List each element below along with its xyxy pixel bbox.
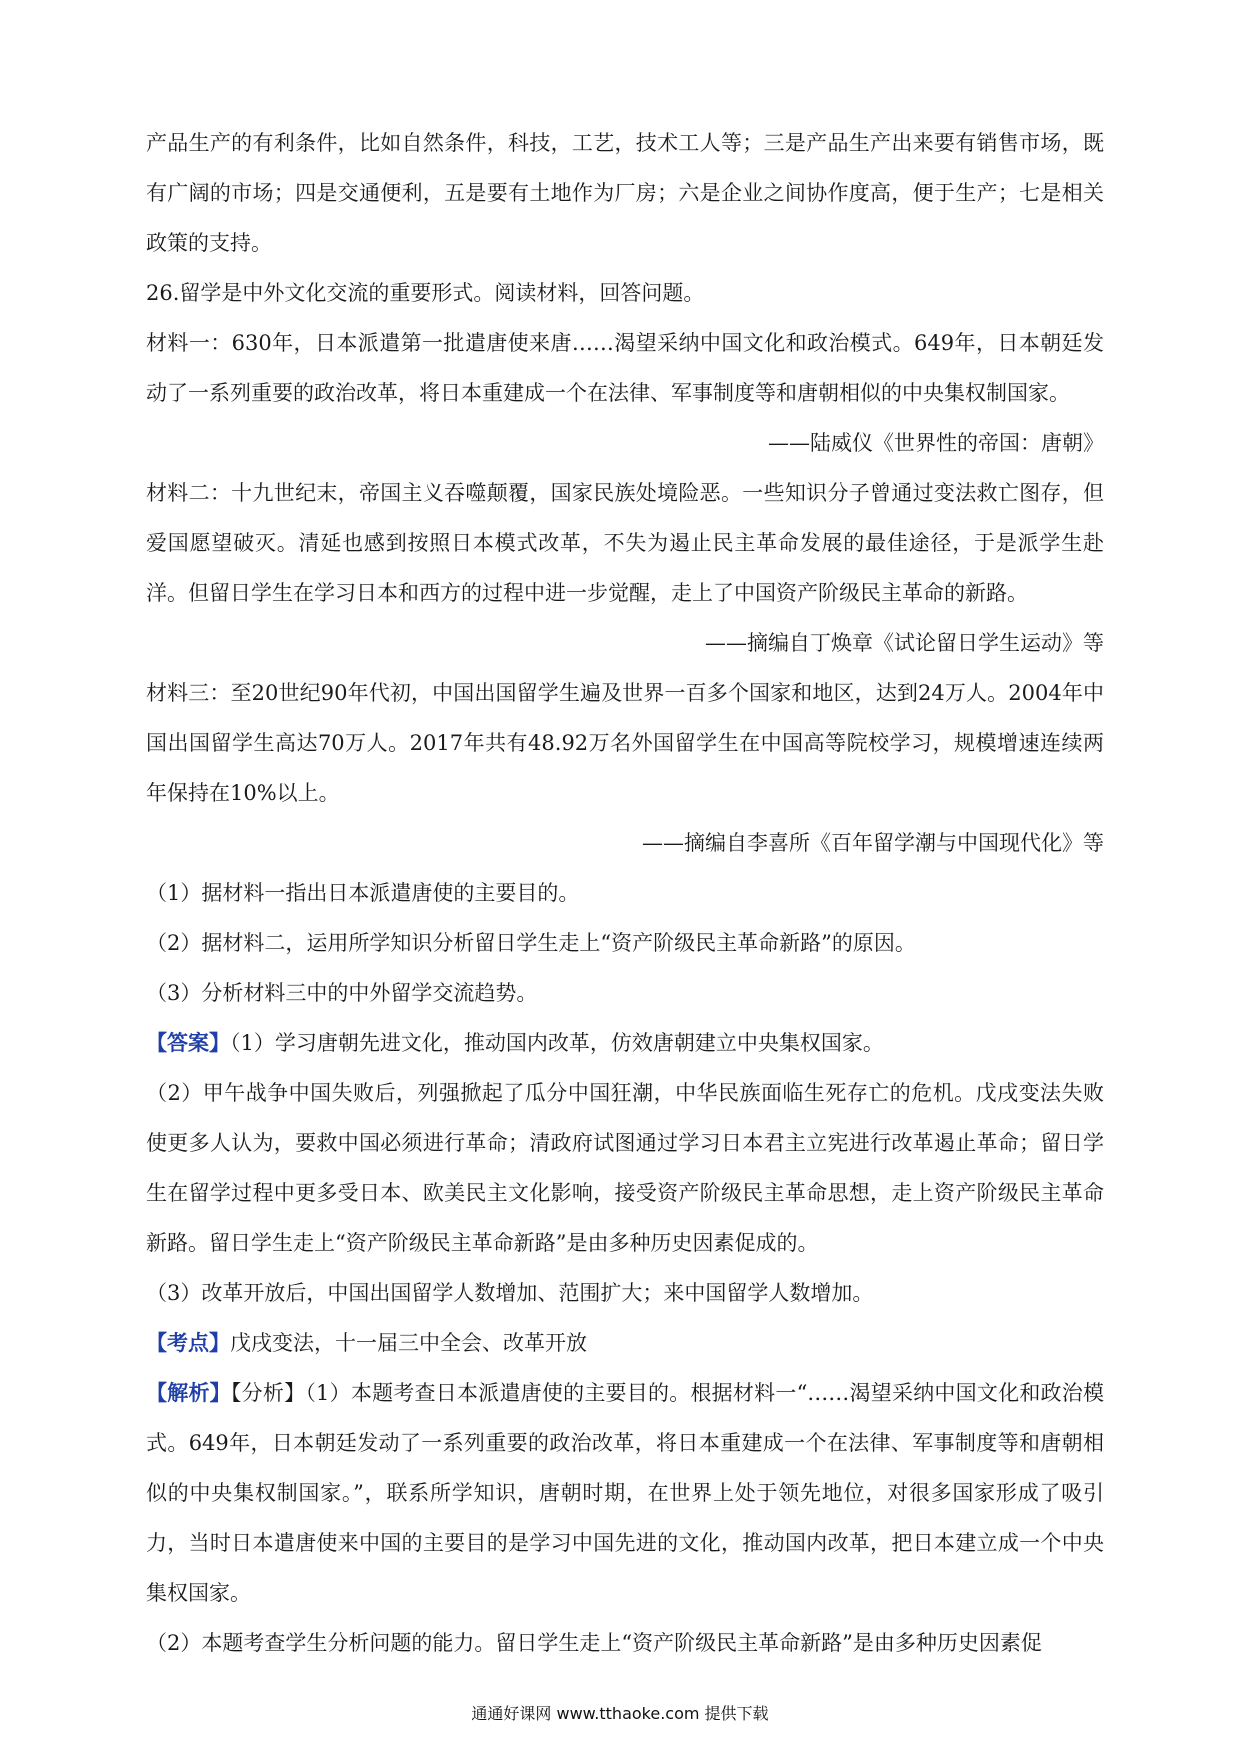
fenxi-tag: 【分析】: [230, 1381, 306, 1405]
sub-question-2: （2）据材料二，运用所学知识分析留日学生走上“资产阶级民主革命新路”的原因。: [146, 931, 916, 955]
kaodian: [146, 1318, 1104, 1368]
jiexi-2: （2）本题考查学生分析问题的能力。留日学生走上“资产阶级民主革命新路”是由多种历史因素促: [146, 1631, 1042, 1655]
document-body: [146, 118, 1104, 1668]
answer-1: [146, 1018, 1104, 1068]
kaodian-tag: 【考点】: [146, 1330, 230, 1355]
question-stem: 26.留学是中外文化交流的重要形式。阅读材料，回答问题。: [146, 281, 705, 305]
material-three-source: ——摘编自李喜所《百年留学潮与中国现代化》等: [642, 831, 1104, 855]
jiexi-tag: 【解析】: [146, 1380, 231, 1405]
sub-question-1: （1）据材料一指出日本派遣唐使的主要目的。: [146, 881, 580, 905]
jiexi-1-text: （1）本题考查日本派遣唐使的主要目的。根据材料一“……渴望采纳中国文化和政治模式。649年，日本朝廷发动了一系列重要的政治改革，将日本重建成一个在法律、军事制度等和唐朝相似的中央集权制国家。”，联系所学知识，唐朝时期，在世界上处于领先地位，对很多国家形成了吸引力，当时日本遣唐使来中国的主要目的是学习中国先进的文化，推动国内改革，把日本建立成一个中央集权国家。: [146, 1381, 1105, 1605]
answer-2: （2）甲午战争中国失败后，列强掀起了瓜分中国狂潮，中华民族面临生死存亡的危机。戊戌变法失败使更多人认为，要救中国必须进行革命；清政府试图通过学习日本君主立宪进行改革遏止革命；留日学生在留学过程中更多受日本、欧美民主文化影响，接受资产阶级民主革命思想，走上资产阶级民主革命新路。留日学生走上“资产阶级民主革命新路”是由多种历史因素促成的。: [146, 1081, 1104, 1255]
material-one-source: ——陆威仪《世界性的帝国：唐朝》: [768, 431, 1104, 455]
previous-answer-continuation: 产品生产的有利条件，比如自然条件，科技，工艺，技术工人等；三是产品生产出来要有销售市场，既有广阔的市场；四是交通便利，五是要有土地作为厂房；六是企业之间协作度高，便于生产；七是相关政策的支持。: [146, 131, 1104, 255]
page-footer: 通通好课网 www.tthaoke.com 提供下载: [471, 1704, 769, 1723]
jiexi-1: [146, 1368, 1104, 1618]
answer-1-text: （1）学习唐朝先进文化，推动国内改革，仿效唐朝建立中央集权国家。: [230, 1031, 884, 1055]
answer-3: （3）改革开放后，中国出国留学人数增加、范围扩大；来中国留学人数增加。: [146, 1281, 874, 1305]
material-two-source: ——摘编自丁焕章《试论留日学生运动》等: [705, 631, 1104, 655]
material-one: 材料一：630年，日本派遣第一批遣唐使来唐……渴望采纳中国文化和政治模式。649年，日本朝廷发动了一系列重要的政治改革，将日本重建成一个在法律、军事制度等和唐朝相似的中央集权制国家。: [146, 331, 1104, 405]
answer-tag: 【答案】: [146, 1030, 230, 1055]
material-two: 材料二：十九世纪末，帝国主义吞噬颠覆，国家民族处境险恶。一些知识分子曾通过变法救亡图存，但爱国愿望破灭。清延也感到按照日本模式改革，不失为遏止民主革命发展的最佳途径，于是派学生赴洋。但留日学生在学习日本和西方的过程中进一步觉醒，走上了中国资产阶级民主革命的新路。: [146, 481, 1104, 605]
kaodian-text: 戊戌变法，十一届三中全会、改革开放: [230, 1331, 587, 1355]
material-three: 材料三：至20世纪90年代初，中国出国留学生遍及世界一百多个国家和地区，达到24万人。2004年中国出国留学生高达70万人。2017年共有48.92万名外国留学生在中国高等院校学习，规模增速连续两年保持在10%以上。: [146, 681, 1104, 805]
sub-question-3: （3）分析材料三中的中外留学交流趋势。: [146, 981, 538, 1005]
